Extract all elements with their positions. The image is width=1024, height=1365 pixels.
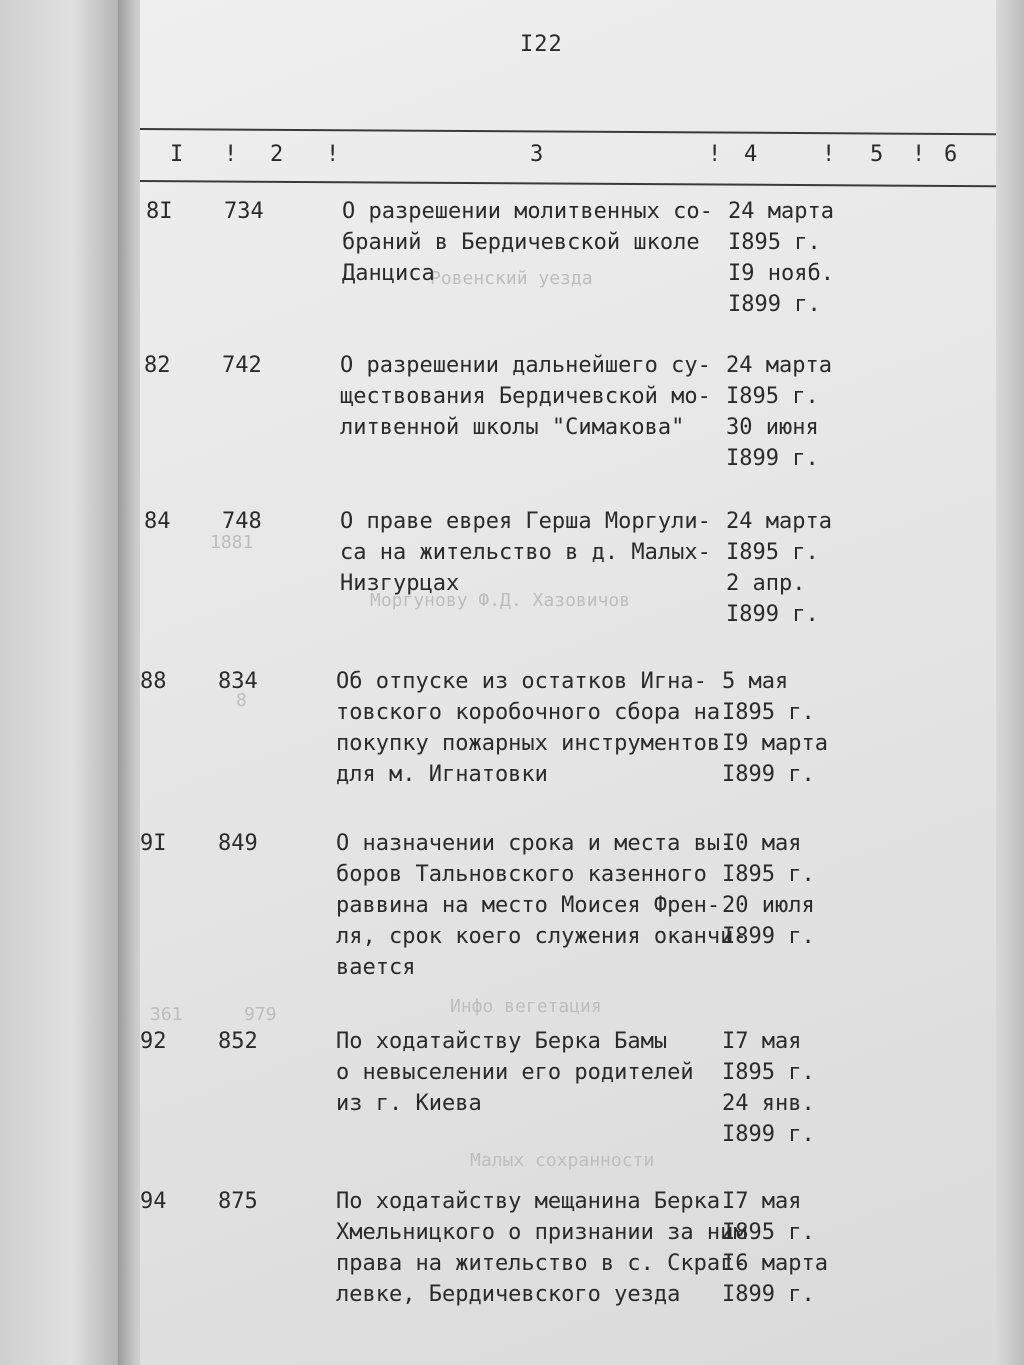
document-page — [140, 0, 996, 1365]
row-description: По ходатайству мещанина Берка Хмельницкого о признании за ним права на жительство в с. Скраг- левке, Бердичевского уезда — [336, 1189, 747, 1307]
row-description: По ходатайству Берка Бамы о невыселении его родителей из г. Киева — [336, 1029, 694, 1116]
row-description: О назначении срока и места вы- боров Тальновского казенного раввина на место Моисея Френ- ля, срок коего служения оканчи- вается — [336, 831, 747, 980]
row-description: О разрешении дальнейшего су- ществования Бердичевской мо- литвенной школы "Симакова" — [340, 353, 711, 440]
column-header-5: 5 — [870, 142, 884, 167]
column-separator: ! — [912, 142, 926, 167]
file-number: 734 — [224, 199, 264, 224]
row-description: Об отпуске из остатков Игна- товского коробочного сбора на покупку пожарных инструментов для м. Игнатовки — [336, 669, 721, 787]
row-description: О разрешении молитвенных со- браний в Бердичевской школе Данциса — [342, 199, 713, 286]
bleed-through-text: 979 — [244, 1004, 277, 1025]
row-number: 9I — [140, 831, 167, 856]
column-separator: ! — [708, 142, 722, 167]
row-number: 82 — [144, 353, 171, 378]
bleed-through-text: 8 — [236, 690, 247, 711]
bleed-through-text: Моргунову Ф.Д. Хазовичов — [370, 590, 631, 611]
row-dates: 5 мая I895 г. I9 марта I899 г. — [722, 669, 828, 787]
column-separator: ! — [326, 142, 340, 167]
bleed-through-text: 361 — [150, 1004, 183, 1025]
row-description: О праве еврея Герша Моргули- са на жительство в д. Малых- Низгурцах — [340, 509, 711, 596]
row-number: 84 — [144, 509, 171, 534]
row-number: 94 — [140, 1189, 167, 1214]
bleed-through-text: Малых сохранности — [470, 1150, 655, 1171]
right-page-edge — [995, 0, 1024, 1365]
row-number: 8I — [146, 199, 173, 224]
row-number: 88 — [140, 669, 167, 694]
column-header-3: 3 — [530, 142, 544, 167]
row-dates: 24 марта I895 г. 30 июня I899 г. — [726, 353, 832, 471]
column-separator: ! — [822, 142, 836, 167]
bleed-through-text: 1881 — [210, 532, 254, 553]
row-dates: I7 мая I895 г. 24 янв. I899 г. — [722, 1029, 815, 1147]
row-dates: 24 марта I895 г. 2 апр. I899 г. — [726, 509, 832, 627]
bleed-through-text: Инфо вегетация — [450, 996, 602, 1017]
file-number: 742 — [222, 353, 262, 378]
row-dates: I0 мая I895 г. 20 июля I899 г. — [722, 831, 815, 949]
row-dates: 24 марта I895 г. I9 нояб. I899 г. — [728, 199, 834, 317]
table-header-bottom-rule — [140, 180, 996, 187]
column-header-2: 2 — [270, 142, 284, 167]
column-header-6: 6 — [944, 142, 958, 167]
row-number: 92 — [140, 1029, 167, 1054]
bleed-through-text: Ровенский уезда — [430, 268, 593, 289]
file-number: 852 — [218, 1029, 258, 1054]
column-separator: ! — [224, 142, 238, 167]
page-number: I22 — [520, 32, 563, 57]
table-header-top-rule — [140, 128, 996, 135]
file-number: 849 — [218, 831, 258, 856]
row-dates: I7 мая I895 г. I6 марта I899 г. — [722, 1189, 828, 1307]
left-page-edge — [0, 0, 130, 1365]
file-number: 748 — [222, 509, 262, 534]
column-header-4: 4 — [744, 142, 758, 167]
file-number: 875 — [218, 1189, 258, 1214]
file-number: 834 — [218, 669, 258, 694]
column-header-1: I — [170, 142, 184, 167]
